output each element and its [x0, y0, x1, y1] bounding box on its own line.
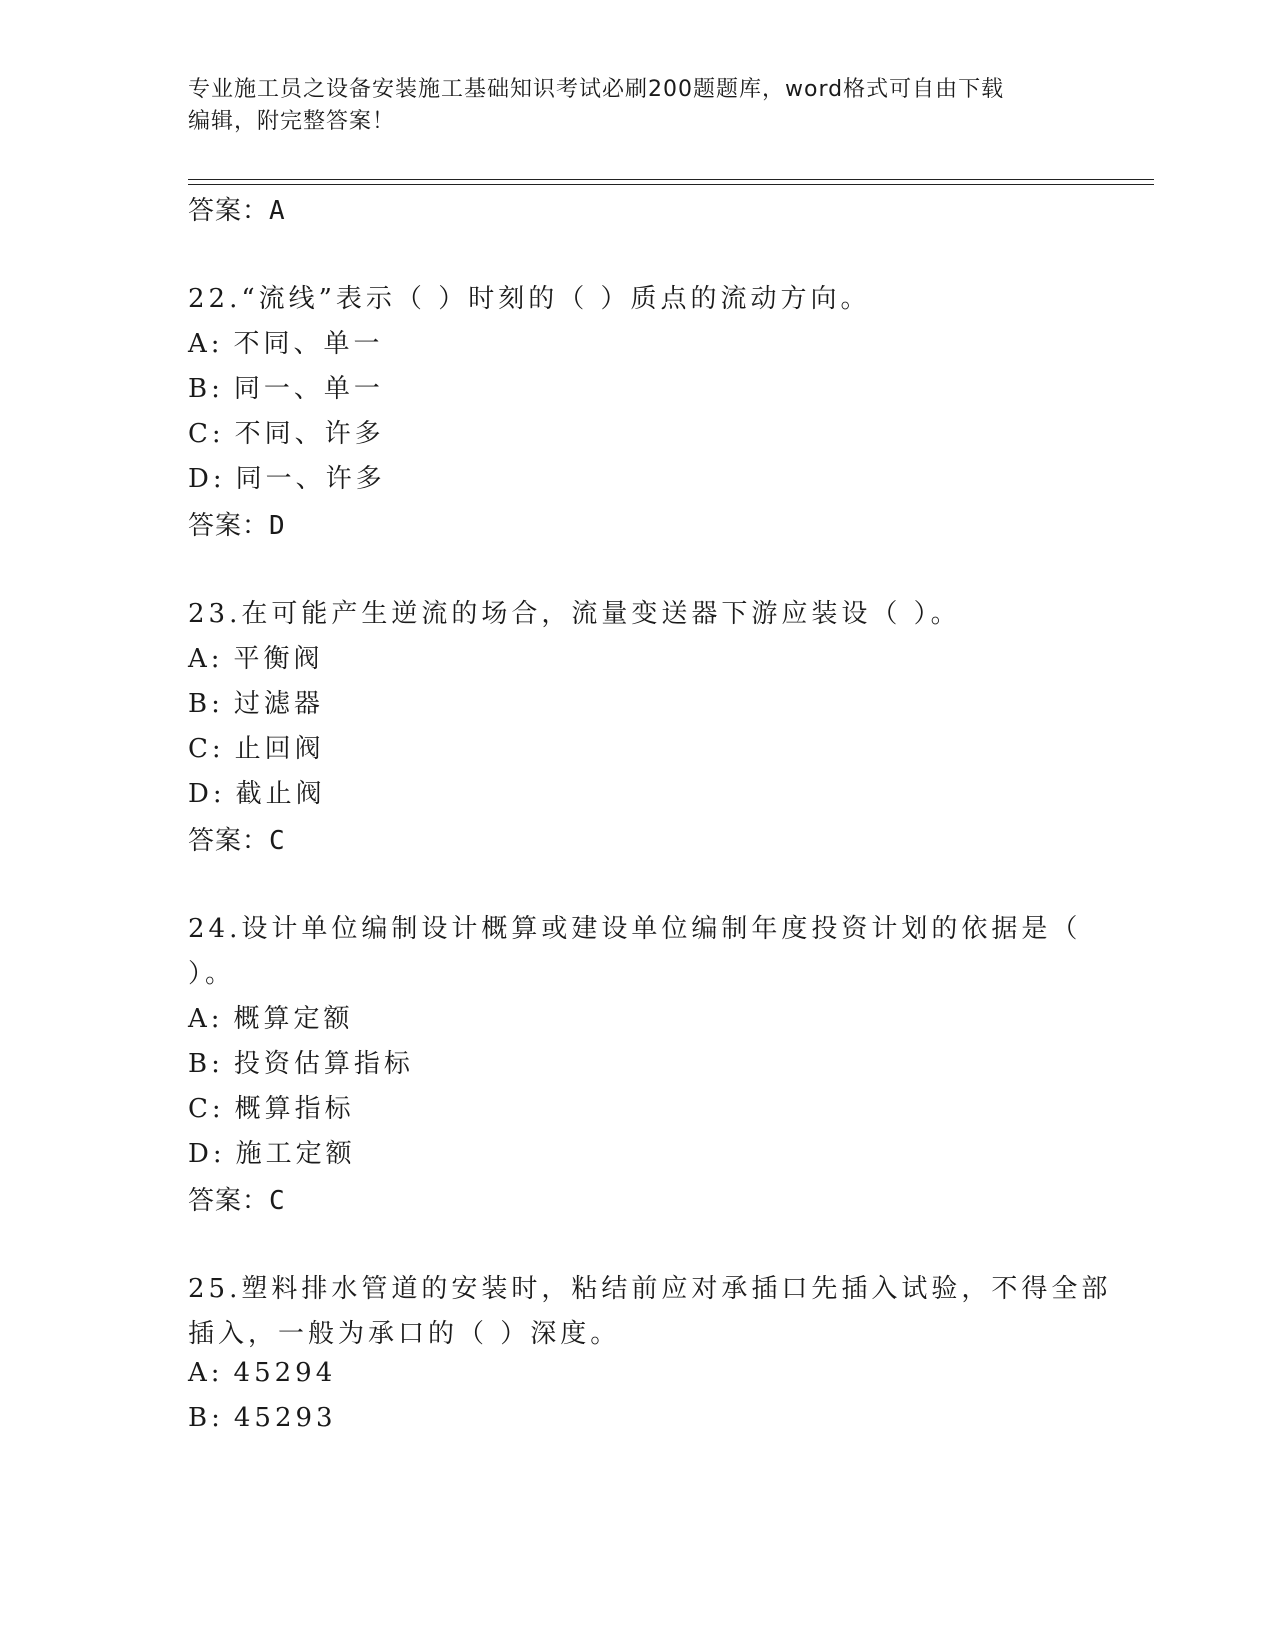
option-text: 止回阀: [234, 734, 325, 764]
answer-label: 答案：: [188, 196, 270, 226]
option-text: 45294: [233, 1358, 337, 1388]
answer-label: 答案：: [188, 1186, 270, 1216]
option-key: D:: [188, 464, 226, 494]
option-key: C:: [188, 1094, 225, 1124]
question-25-stem-line-2: 插入，一般为承口的（ ）深度。: [188, 1319, 621, 1349]
option-key: C:: [188, 419, 225, 449]
question-22-answer: [188, 505, 286, 542]
option-text: 45293: [233, 1403, 337, 1433]
question-25-option-b: [188, 1403, 337, 1433]
question-24-option-d: [188, 1133, 356, 1170]
option-key: C:: [188, 734, 225, 764]
header-line-1: 专业施工员之设备安装施工基础知识考试必刷200题题库，word格式可自由下载: [188, 77, 1005, 102]
option-key: A:: [188, 1358, 224, 1388]
option-key: B:: [188, 689, 224, 719]
answer-value: D: [269, 511, 286, 541]
option-key: D:: [188, 1139, 226, 1169]
question-23-option-d: [188, 773, 326, 810]
previous-answer: [188, 190, 286, 227]
question-25-option-a: [188, 1358, 336, 1388]
header-line-2: 编辑，附完整答案！: [188, 109, 396, 134]
question-23-option-b: [188, 683, 324, 720]
question-24-option-c: [188, 1088, 355, 1125]
header-rule-top: [188, 179, 1154, 180]
answer-value: C: [269, 826, 286, 856]
document-header: [188, 74, 1088, 138]
option-key: D:: [188, 779, 226, 809]
option-text: 不同、单一: [233, 329, 384, 359]
option-text: 概算定额: [233, 1004, 354, 1034]
option-text: 不同、许多: [234, 419, 385, 449]
answer-label: 答案：: [188, 826, 270, 856]
option-key: B:: [188, 374, 224, 404]
answer-value: C: [269, 1186, 286, 1216]
question-23-option-a: [188, 638, 324, 675]
answer-label: 答案：: [188, 511, 270, 541]
option-text: 截止阀: [235, 779, 326, 809]
question-22-stem: 22.“流线”表示（ ）时刻的（ ）质点的流动方向。: [188, 284, 871, 314]
option-key: B:: [188, 1049, 224, 1079]
option-text: 过滤器: [233, 689, 324, 719]
option-text: 同一、单一: [233, 374, 384, 404]
question-25-stem-line-1: 25.塑料排水管道的安装时，粘结前应对承插口先插入试验，不得全部: [188, 1274, 1112, 1304]
option-text: 施工定额: [235, 1139, 356, 1169]
option-key: A:: [188, 329, 224, 359]
header-rule-bottom: [188, 184, 1154, 185]
question-22-option-b: [188, 368, 384, 405]
question-22-option-c: [188, 413, 385, 450]
question-24-option-a: [188, 998, 354, 1035]
question-23-stem: 23.在可能产生逆流的场合，流量变送器下游应装设（ ）。: [188, 599, 961, 629]
question-22-option-a: [188, 323, 384, 360]
option-key: A:: [188, 644, 224, 674]
question-24-stem-line-2: ）。: [188, 959, 236, 989]
option-key: B:: [188, 1403, 224, 1433]
question-24-option-b: [188, 1043, 414, 1080]
option-text: 概算指标: [234, 1094, 355, 1124]
question-23-option-c: [188, 728, 325, 765]
answer-value: A: [269, 196, 286, 226]
option-key: A:: [188, 1004, 224, 1034]
option-text: 平衡阀: [233, 644, 324, 674]
question-24-answer: [188, 1180, 286, 1217]
option-text: 投资估算指标: [233, 1049, 414, 1079]
option-text: 同一、许多: [235, 464, 386, 494]
question-23-answer: [188, 820, 286, 857]
question-22-option-d: [188, 458, 386, 495]
question-24-stem-line-1: 24.设计单位编制设计概算或建设单位编制年度投资计划的依据是（: [188, 914, 1082, 944]
